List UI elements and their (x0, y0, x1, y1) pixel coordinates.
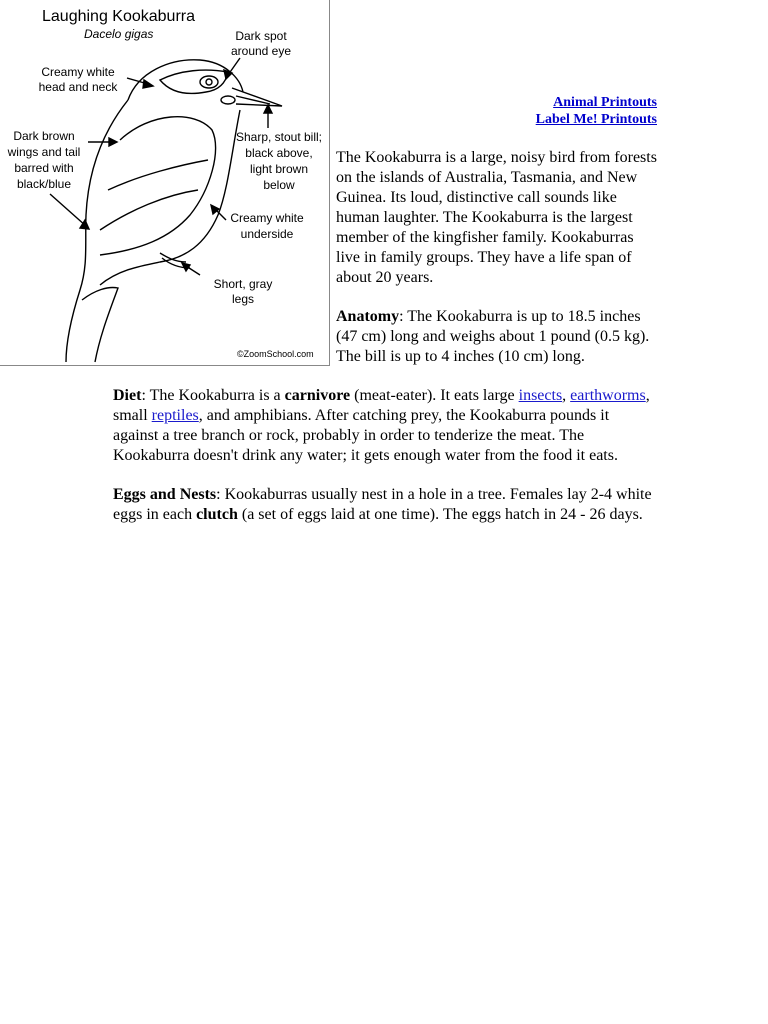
eggs-paragraph (113, 485, 658, 525)
eggs-heading: Eggs and Nests (113, 486, 217, 503)
article-body (113, 148, 658, 544)
diagram-credit: ©ZoomSchool.com (237, 349, 314, 359)
label-eye-2: around eye (230, 44, 292, 58)
label-underside-2: underside (240, 227, 294, 241)
eggs-text-1: : Kookaburras usually nest in a hole in a tree. Females lay 2-4 white eggs in each (113, 486, 652, 523)
insects-link[interactable]: insects (518, 387, 563, 404)
label-head-1: Creamy white (41, 65, 115, 79)
diet-text-2: (meat-eater). It eats large (350, 387, 519, 404)
label-head-2: head and neck (38, 80, 118, 94)
label-wings-3: barred with (14, 161, 74, 175)
label-eye-1: Dark spot (235, 29, 287, 43)
diagram-species: Dacelo gigas (84, 27, 154, 41)
diagram-title: Laughing Kookaburra (42, 8, 196, 25)
diet-text-4: , small (113, 387, 650, 424)
reptiles-link[interactable]: reptiles (151, 407, 199, 424)
carnivore-term: carnivore (284, 387, 351, 404)
earthworms-link[interactable]: earthworms (570, 387, 646, 404)
intro-paragraph: The Kookaburra is a large, noisy bird from forests on the islands of Australia, Tasmania, and New Guinea. Its loud, distinctive call sounds like human laughter. The Kookaburra is the largest member of the kingfisher family. Kookaburras live in family groups. They have a life span of about 20 years. (336, 149, 657, 286)
label-me-printouts-link[interactable]: Label Me! Printouts (535, 112, 657, 127)
diet-heading: Diet (113, 387, 142, 404)
diet-text-1: : The Kookaburra is a (141, 387, 285, 404)
clutch-term: clutch (196, 506, 238, 523)
label-bill-3: light brown (249, 162, 309, 176)
label-bill-1: Sharp, stout bill; (235, 130, 323, 144)
diet-paragraph (113, 386, 658, 466)
label-wings-1: Dark brown (13, 129, 75, 143)
diet-text-5: , and amphibians. After catching prey, the Kookaburra pounds it against a tree branch or rock, probably in order to tenderize the meat. The Kookaburra doesn't drink any water; it gets enough water from the food it eats. (113, 407, 618, 464)
label-wings-4: black/blue (16, 177, 72, 191)
label-wings-2: wings and tail (7, 145, 81, 159)
eggs-text-2: (a set of eggs laid at one time). The eggs hatch in 24 - 26 days. (237, 506, 643, 523)
diet-text-3: , (562, 387, 571, 404)
anatomy-text: : The Kookaburra is up to 18.5 inches (47 cm) long and weighs about 1 pound (0.5 kg). The bill is up to 4 inches (10 cm) long. (336, 308, 650, 365)
animal-printouts-link[interactable]: Animal Printouts (553, 95, 657, 110)
label-bill-4: below (263, 178, 295, 192)
label-underside-1: Creamy white (230, 211, 304, 225)
figure-float-spacer (113, 148, 336, 362)
top-links (536, 94, 657, 128)
label-bill-2: black above, (245, 146, 313, 160)
anatomy-heading: Anatomy (336, 308, 400, 325)
label-legs-1: Short, gray (213, 277, 273, 291)
label-legs-2: legs (231, 292, 255, 306)
